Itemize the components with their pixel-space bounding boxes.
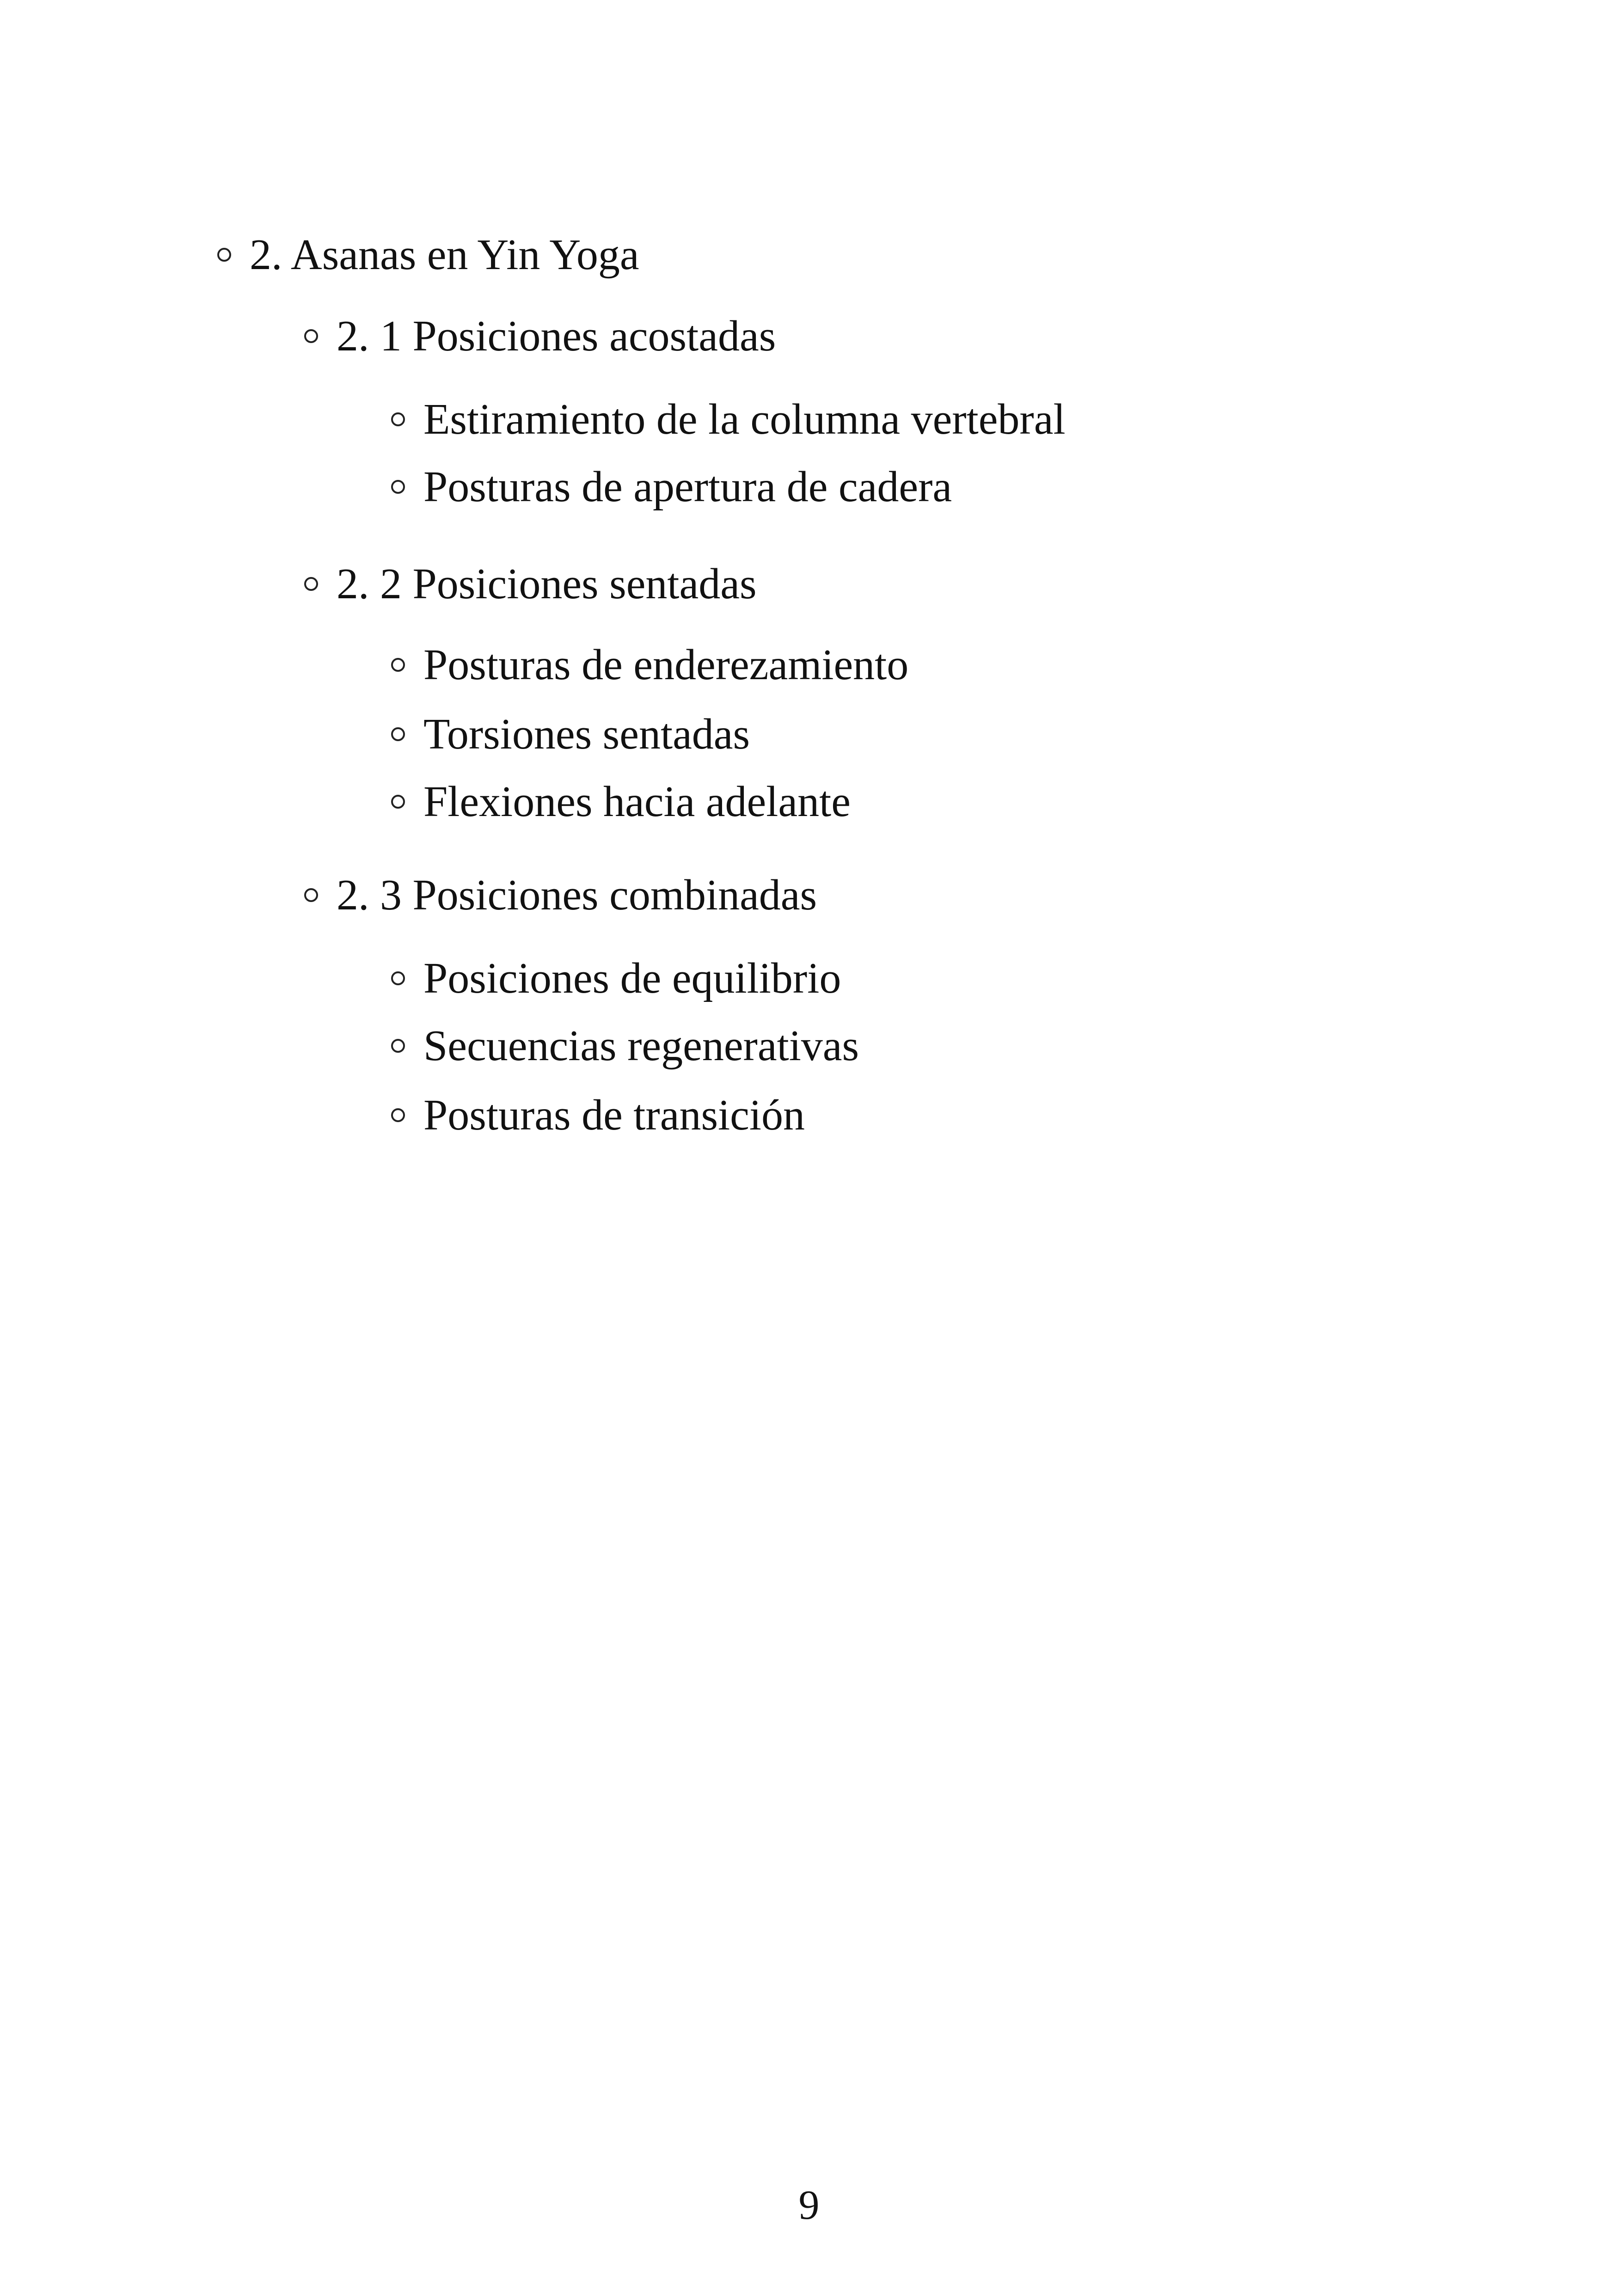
subsection-title: 2. 1 Posiciones acostadas <box>337 312 776 360</box>
outline-item <box>391 1013 859 1078</box>
bullet-icon <box>304 329 318 343</box>
outline-subsection <box>304 552 757 616</box>
bullet-icon <box>391 727 405 741</box>
bullet-icon <box>304 888 318 902</box>
outline-item-label: Posturas de apertura de cadera <box>423 463 952 511</box>
outline-item <box>391 1083 805 1148</box>
bullet-icon <box>304 577 318 591</box>
outline-item <box>391 387 1066 452</box>
outline-item <box>391 632 908 697</box>
outline-item-label: Posturas de transición <box>423 1091 805 1139</box>
bullet-icon <box>391 1039 405 1053</box>
subsection-title: 2. 3 Posiciones combinadas <box>337 871 817 919</box>
outline-subsection <box>304 863 817 927</box>
outline-item-label: Secuencias regenerativas <box>423 1022 859 1070</box>
bullet-icon <box>391 412 405 426</box>
subsection-title: 2. 2 Posiciones sentadas <box>337 560 757 608</box>
outline-subsection <box>304 304 776 368</box>
outline-item-label: Estiramiento de la columna vertebral <box>423 395 1066 443</box>
section-title: 2. Asanas en Yin Yoga <box>250 231 639 279</box>
bullet-icon <box>391 1108 405 1122</box>
bullet-icon <box>391 795 405 809</box>
bullet-icon <box>391 658 405 672</box>
bullet-icon <box>391 480 405 494</box>
bullet-icon <box>391 971 405 985</box>
outline-item <box>391 769 851 834</box>
outline-section <box>217 222 639 287</box>
outline-item <box>391 946 841 1011</box>
outline-item <box>391 702 750 767</box>
outline-item-label: Torsiones sentadas <box>423 710 750 758</box>
bullet-icon <box>217 248 231 262</box>
page-number: 9 <box>798 2182 820 2228</box>
outline-item-label: Posiciones de equilibrio <box>423 954 841 1002</box>
outline-item-label: Posturas de enderezamiento <box>423 641 909 689</box>
outline-item <box>391 454 952 519</box>
outline-item-label: Flexiones hacia adelante <box>423 778 851 826</box>
